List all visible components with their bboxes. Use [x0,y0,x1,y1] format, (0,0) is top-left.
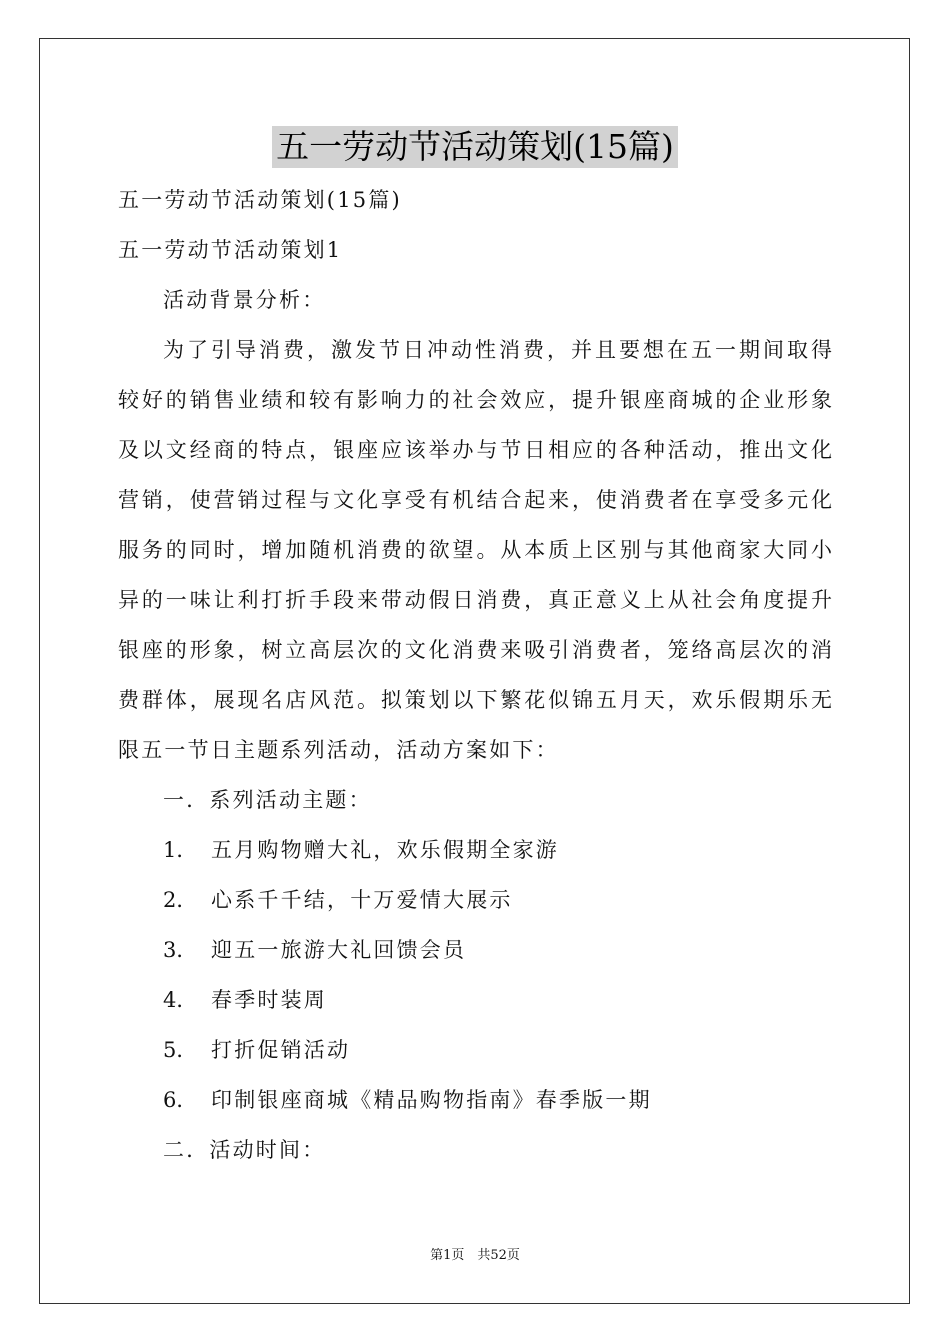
page-footer: 第1页 共52页 [430,1248,520,1263]
section-two-heading: 二．活动时间： [163,1138,326,1162]
list-number: 6． [163,1088,198,1112]
list-text: 五月购物赠大礼，欢乐假期全家游 [211,838,559,862]
list-item [163,836,559,864]
page-border [39,38,910,1304]
list-item [163,886,513,914]
list-item [163,1086,652,1114]
paragraph-line: 费群体，展现名店风范。拟策划以下繁花似锦五月天，欢乐假期乐无 [118,688,832,712]
title-container [0,126,950,168]
list-number: 4． [163,988,198,1012]
document-title: 五一劳动节活动策划(15篇) [272,126,678,168]
list-text: 打折促销活动 [211,1038,351,1062]
list-item [163,936,466,964]
paragraph-line: 营销，使营销过程与文化享受有机结合起来，使消费者在享受多元化 [118,488,832,512]
list-text: 印制银座商城《精品购物指南》春季版一期 [211,1088,652,1112]
list-number: 3． [163,938,198,962]
list-text: 春季时装周 [211,988,327,1012]
list-number: 2． [163,888,198,912]
paragraph-line: 银座的形象，树立高层次的文化消费来吸引消费者，笼络高层次的消 [118,638,832,662]
list-item [163,986,327,1014]
list-number: 5． [163,1038,198,1062]
section-heading: 五一劳动节活动策划1 [118,238,343,262]
background-label: 活动背景分析： [163,288,326,312]
section-one-heading: 一．系列活动主题： [163,788,372,812]
document-subtitle: 五一劳动节活动策划(15篇) [118,188,402,212]
paragraph-line: 限五一节日主题系列活动，活动方案如下： [118,738,559,762]
paragraph-line: 为了引导消费，激发节日冲动性消费，并且要想在五一期间取得 [163,338,832,362]
list-number: 1． [163,838,198,862]
paragraph-line: 及以文经商的特点，银座应该举办与节日相应的各种活动，推出文化 [118,438,832,462]
list-text: 迎五一旅游大礼回馈会员 [211,938,467,962]
paragraph-line: 服务的同时，增加随机消费的欲望。从本质上区别与其他商家大同小 [118,538,832,562]
list-item [163,1036,350,1064]
list-text: 心系千千结，十万爱情大展示 [211,888,513,912]
paragraph-line: 异的一味让利打折手段来带动假日消费，真正意义上从社会角度提升 [118,588,832,612]
paragraph-line: 较好的销售业绩和较有影响力的社会效应，提升银座商城的企业形象 [118,388,832,412]
